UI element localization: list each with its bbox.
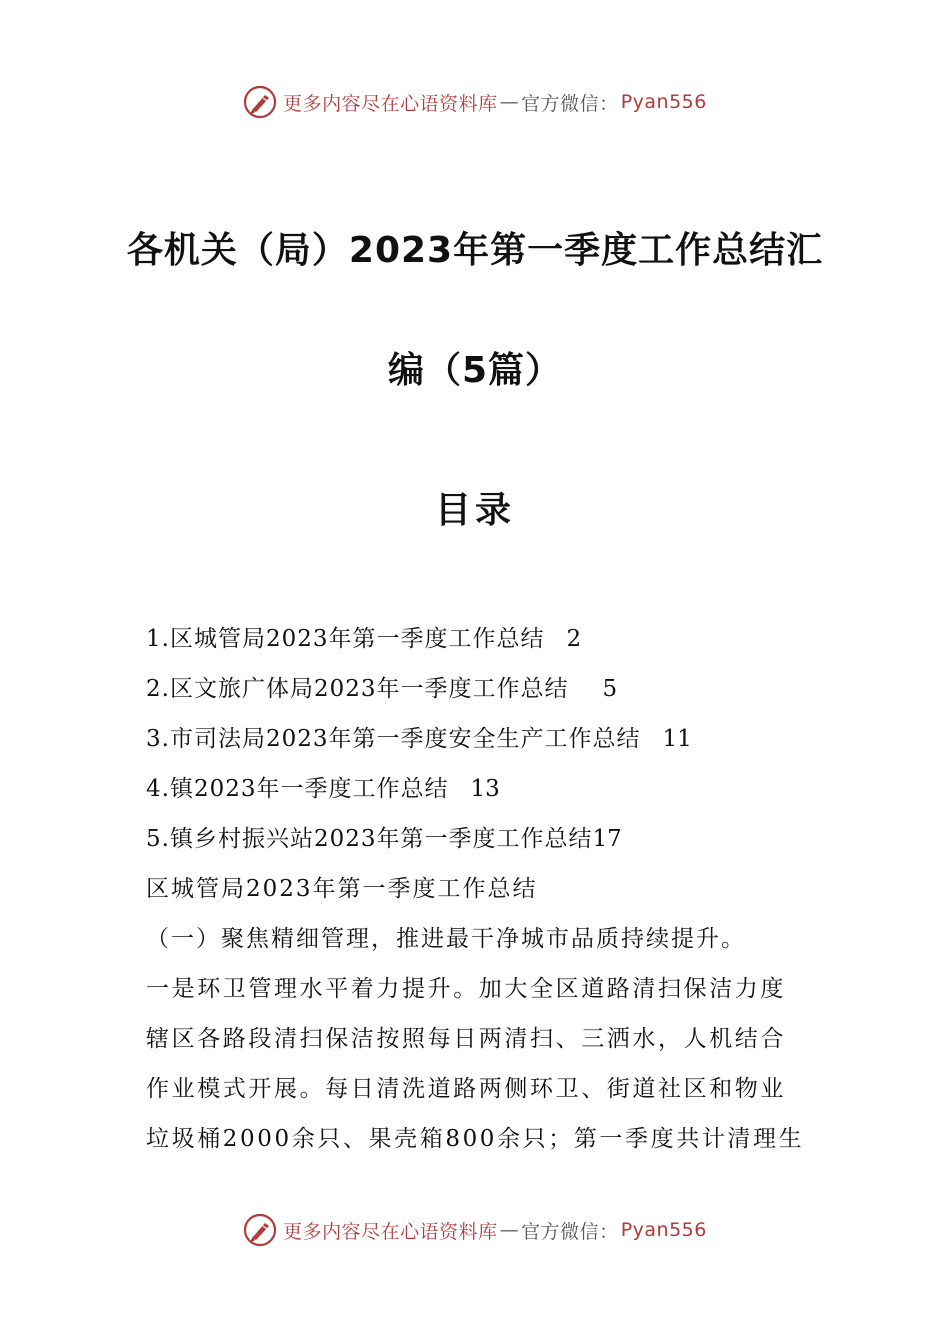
pen-nib-logo-icon [243,1213,277,1247]
watermark-wechat-label: 官方微信： [521,92,619,115]
pen-nib-logo-icon [243,85,277,119]
toc-item-text: 4.镇2023年一季度工作总结 [146,776,449,802]
paragraph-line: 作业模式开展。每日清洗道路两侧环卫、街道社区和物业 [146,1076,786,1102]
document-body [146,614,806,1164]
toc-item[interactable] [146,614,806,664]
toc-item[interactable] [146,664,806,714]
paragraph-line: 垃圾桶2000余只、果壳箱800余只；第一季度共计清理生 [146,1126,805,1152]
toc-item-page: 11 [662,726,692,752]
paragraph-line: 辖区各路段清扫保洁按照每日两清扫、三洒水，人机结合 [146,1026,786,1052]
watermark-wechat-id: Pyan556 [620,1219,707,1241]
toc-item-text: 5.镇乡村振兴站2023年第一季度工作总结 [146,826,593,852]
watermark-wechat-id: Pyan556 [620,91,707,113]
toc-item[interactable] [146,714,806,764]
watermark-site-name: 更多内容尽在心语资料库 [283,92,498,115]
toc-item-page: 17 [592,826,622,852]
watermark-site-name: 更多内容尽在心语资料库 [283,1220,498,1243]
watermark-wechat-label: 官方微信： [521,1220,619,1243]
document-title-line-1: 各机关（局）2023年第一季度工作总结汇 [126,230,824,271]
document-title-line-2: 编（5篇） [387,350,563,391]
toc-item-page: 2 [566,626,582,652]
watermark-separator: — [499,1219,520,1241]
toc-item-page: 5 [602,676,618,702]
section-heading: （一）聚焦精细管理，推进最干净城市品质持续提升。 [146,926,746,952]
toc-item-text: 1.区城管局2023年第一季度工作总结 [146,626,545,652]
toc-item-page: 13 [470,776,500,802]
toc-item[interactable] [146,764,806,814]
toc-item[interactable] [146,814,806,864]
paragraph-line: 一是环卫管理水平着力提升。加大全区道路清扫保洁力度 [146,976,786,1002]
watermark-footer [0,1210,950,1250]
article-title: 区城管局2023年第一季度工作总结 [146,876,538,902]
toc-item-text: 3.市司法局2023年第一季度安全生产工作总结 [146,726,641,752]
toc-item-text: 2.区文旅广体局2023年一季度工作总结 [146,676,569,702]
watermark-separator: — [499,91,520,113]
toc-heading: 目录 [434,490,515,531]
watermark-header [0,82,950,122]
